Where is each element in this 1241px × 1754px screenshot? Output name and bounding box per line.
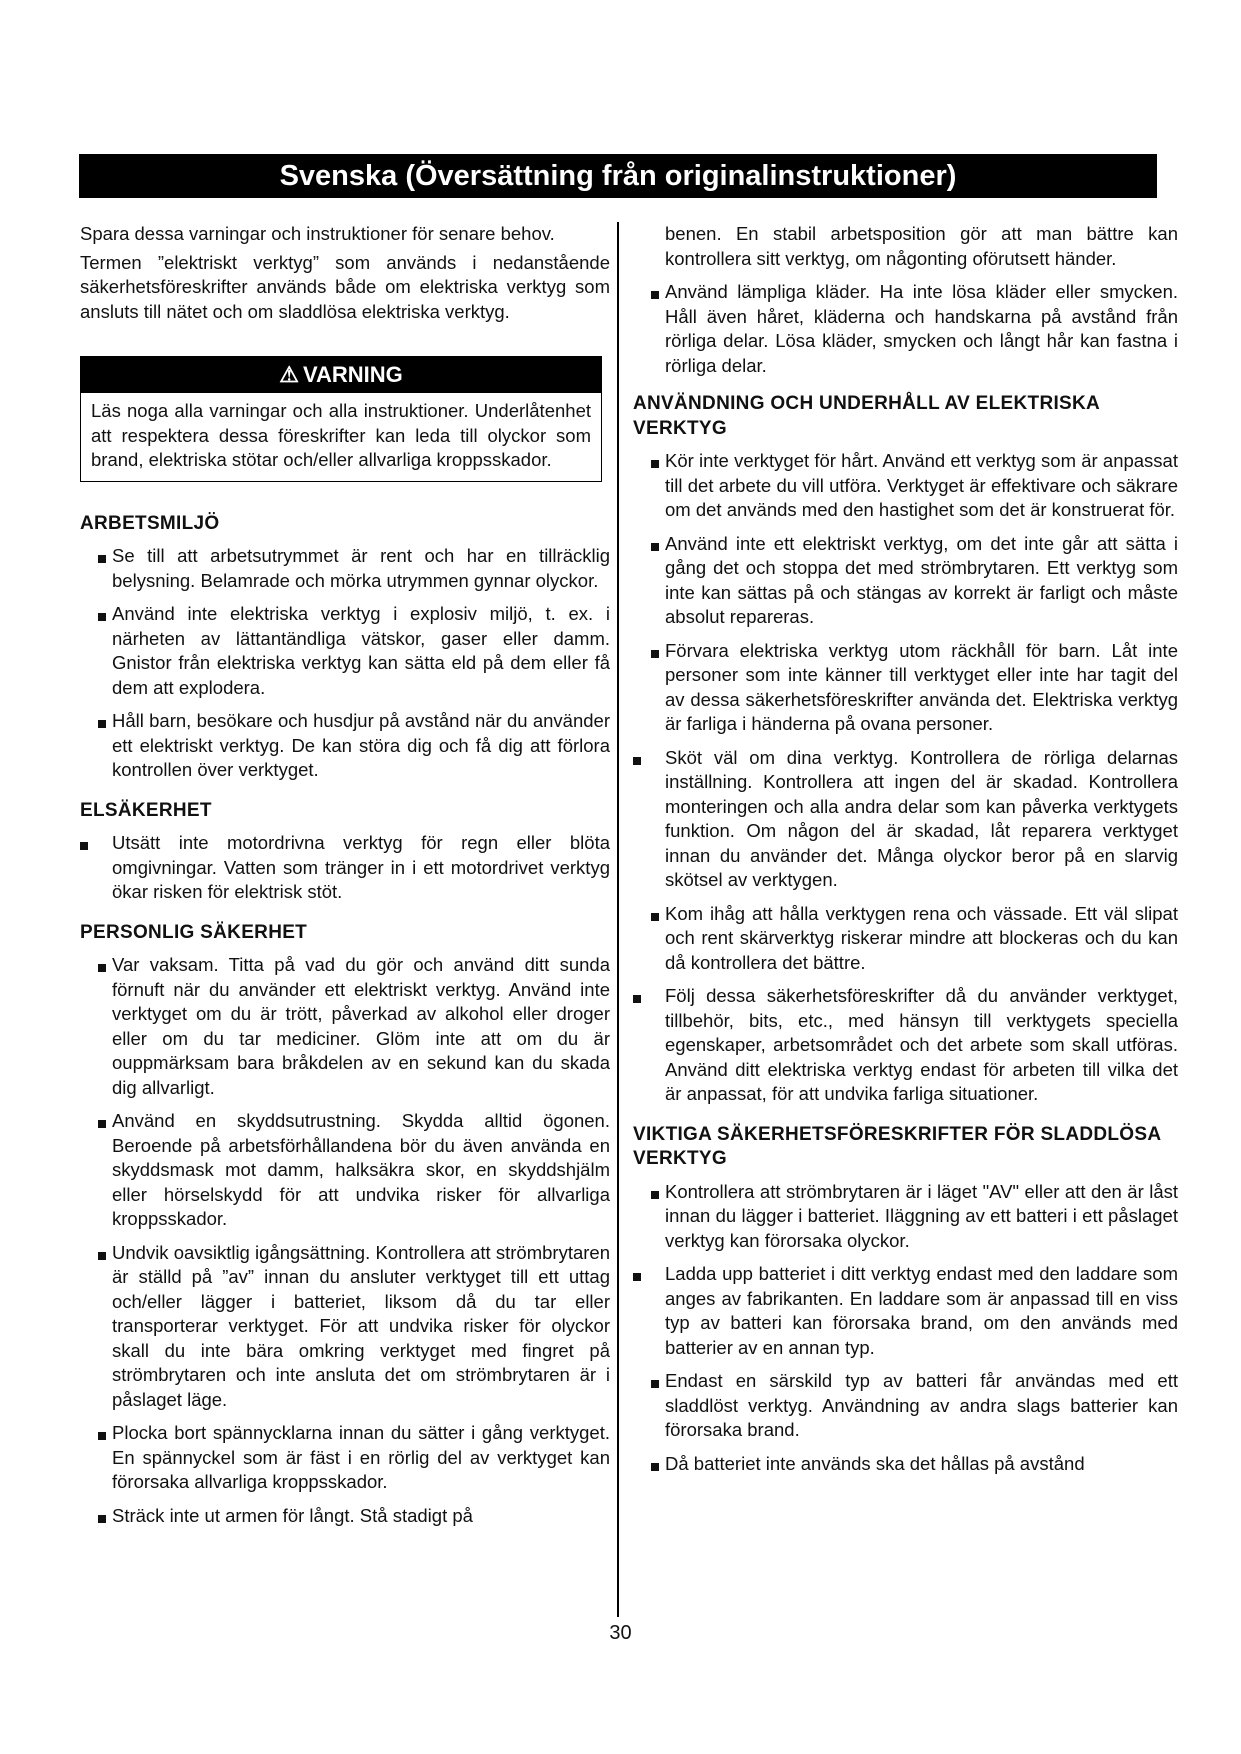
- section-personlig-sakerhet: [80, 921, 610, 1529]
- intro-paragraph: Termen ”elektriskt verktyg” som används i nedanstående säkerhetsföreskrifter används både om elektriska verktyg som ansluts till nätet och om sladdlösa elektriska verktyg.: [80, 251, 610, 322]
- section-arbetsmiljo: [80, 512, 610, 783]
- section-elsakerhet: [80, 799, 610, 905]
- warning-triangle-icon: ⚠: [279, 362, 299, 387]
- section-sladdlosa: [633, 1123, 1178, 1477]
- list-item: Använd inte elektriska verktyg i explosiv miljö, t. ex. i närheten av lättantändliga vätskor, gaser eller damm. Gnistor från elektriska verktyg kan sätta eld på dem eller få dem att explodera.: [80, 602, 610, 700]
- warning-heading: VARNING: [302, 362, 403, 387]
- section-heading: ANVÄNDNING OCH UNDERHÅLL AV ELEKTRISKA VERKTYG: [633, 393, 1100, 439]
- page-title: Svenska (Översättning från originalinstruktioner): [79, 154, 1157, 198]
- section-anvandning: [633, 392, 1178, 1107]
- list-item: Ladda upp batteriet i ditt verktyg endast med den laddare som anges av fabrikanten. En laddare som är anpassad till en viss typ av batteri kan förorsaka brand, om den används med batterier av en annan typ.: [633, 1262, 1178, 1360]
- list-item: Använd inte ett elektriskt verktyg, om det inte går att sätta i gång det och stoppa det med strömbrytaren. Ett verktyg som inte kan sättas på och stängas av korrekt är farligt och måste absolut repareras.: [633, 532, 1178, 630]
- list-item: Använd lämpliga kläder. Ha inte lösa kläder eller smycken. Håll även håret, kläderna och handskarna på avstånd från rörliga delar. Lösa kläder, smycken och långt hår kan fastna i rörliga delar.: [633, 280, 1178, 378]
- warning-text: Läs noga alla varningar och alla instruktioner. Underlåtenhet att respektera dessa föreskrifter kan leda till olyckor som brand, elektriska stötar och/eller allvarliga kroppsskador.: [91, 400, 591, 470]
- list-item: Var vaksam. Titta på vad du gör och använd ditt sunda förnuft när du använder ett elektriskt verktyg. Använd inte verktyget om du är trött, påverkad av alkohol eller droger eller om du tar mediciner. Glöm inte att om du är ouppmärksam bara bråkdelen av en sekund kan du skada dig allvarligt.: [80, 953, 610, 1100]
- list-item: Följ dessa säkerhetsföreskrifter då du använder verktyget, tillbehör, bits, etc., med hänsyn till verktygets speciella egenskaper, arbetsområdet och det arbete som skall utföras. Använd ditt elektriska verktyg endast för arbeten till vilka det är anpassat, för att undvika farliga situationer.: [633, 984, 1178, 1107]
- list-item: Sträck inte ut armen för långt. Stå stadigt på: [80, 1504, 610, 1529]
- list-item: Endast en särskild typ av batteri får användas med ett sladdlöst verktyg. Användning av andra slags batterier kan förorsaka brand.: [633, 1369, 1178, 1443]
- list-item: Kom ihåg att hålla verktygen rena och vässade. Ett väl slipat och rent skärverktyg riskerar mindre att blockeras och du kan då kontrollera det bättre.: [633, 902, 1178, 976]
- section-heading: ARBETSMILJÖ: [80, 512, 220, 534]
- list-item-continued: benen. En stabil arbetsposition gör att man bättre kan kontrollera sitt verktyg, om någonting oförutsett händer.: [665, 223, 1178, 269]
- list-item: Plocka bort spännycklarna innan du sätter i gång verktyget. En spännyckel som är fäst i en rörlig del av verktyget kan förorsaka allvarliga kroppsskador.: [80, 1421, 610, 1495]
- warning-header: [81, 357, 601, 393]
- section-heading: ELSÄKERHET: [80, 799, 212, 821]
- section-heading: VIKTIGA SÄKERHETSFÖRESKRIFTER FÖR SLADDLÖSA VERKTYG: [633, 1123, 1161, 1169]
- column-divider: [617, 222, 619, 1617]
- list-item: Se till att arbetsutrymmet är rent och har en tillräcklig belysning. Belamrade och mörka utrymmen gynnar olyckor.: [80, 544, 610, 593]
- list-item: Förvara elektriska verktyg utom räckhåll för barn. Låt inte personer som inte känner till verktyget eller inte har tagit del av dessa säkerhetsföreskrifter använda det. Elektriska verktyg är farliga i händerna på ovana personer.: [633, 639, 1178, 737]
- list-item: Sköt väl om dina verktyg. Kontrollera de rörliga delarnas inställning. Kontrollera att ingen del är skadad. Kontrollera monteringen och alla andra delar som kan påverka verktygets funktion. Om någon del är skadad, låt reparera verktyget innan du använder det. Många olyckor beror på en slarvig skötsel av verktygen.: [633, 746, 1178, 893]
- right-column: [633, 222, 1178, 1492]
- intro-paragraph: Spara dessa varningar och instruktioner för senare behov.: [80, 223, 555, 244]
- list-item: Kör inte verktyget för hårt. Använd ett verktyg som är anpassat till det arbete du vill utföra. Verktyget är effektivare och säkrare om det används med den hastighet som det är konstruerat för.: [633, 449, 1178, 523]
- list-item: Utsätt inte motordrivna verktyg för regn eller blöta omgivningar. Vatten som tränger in i ett motordrivet verktyg ökar risken för elektrisk stöt.: [80, 831, 610, 905]
- list-item: Kontrollera att strömbrytaren är i läget "AV" eller att den är låst innan du lägger i batteriet. Iläggning av ett batteri i ett påslaget verktyg kan förorsaka olyckor.: [633, 1180, 1178, 1254]
- list-item: Undvik oavsiktlig igångsättning. Kontrollera att strömbrytaren är ställd på ”av” innan du ansluter verktyget till ett uttag och/eller lägger i batteriet, liksom då du tar eller transporterar verktyget. För att undvika risker för olyckor skall du inte bära omkring verktyget med fingret på strömbrytaren och inte ansluta det om strömbrytaren är i påslaget läge.: [80, 1241, 610, 1413]
- page-number: 30: [609, 1622, 632, 1644]
- warning-box: [80, 356, 602, 482]
- list-item: Då batteriet inte används ska det hållas på avstånd: [633, 1452, 1178, 1477]
- left-column: [80, 222, 610, 1544]
- section-heading: PERSONLIG SÄKERHET: [80, 921, 308, 943]
- list-item: Använd en skyddsutrustning. Skydda alltid ögonen. Beroende på arbetsförhållandena bör du även använda en skyddsmask mot damm, halksäkra skor, en skyddshjälm eller hörselskydd för att undvika risker för allvarliga kroppsskador.: [80, 1109, 610, 1232]
- list-item: Håll barn, besökare och husdjur på avstånd när du använder ett elektriskt verktyg. De kan störa dig och få dig att förlora kontrollen över verktyget.: [80, 709, 610, 783]
